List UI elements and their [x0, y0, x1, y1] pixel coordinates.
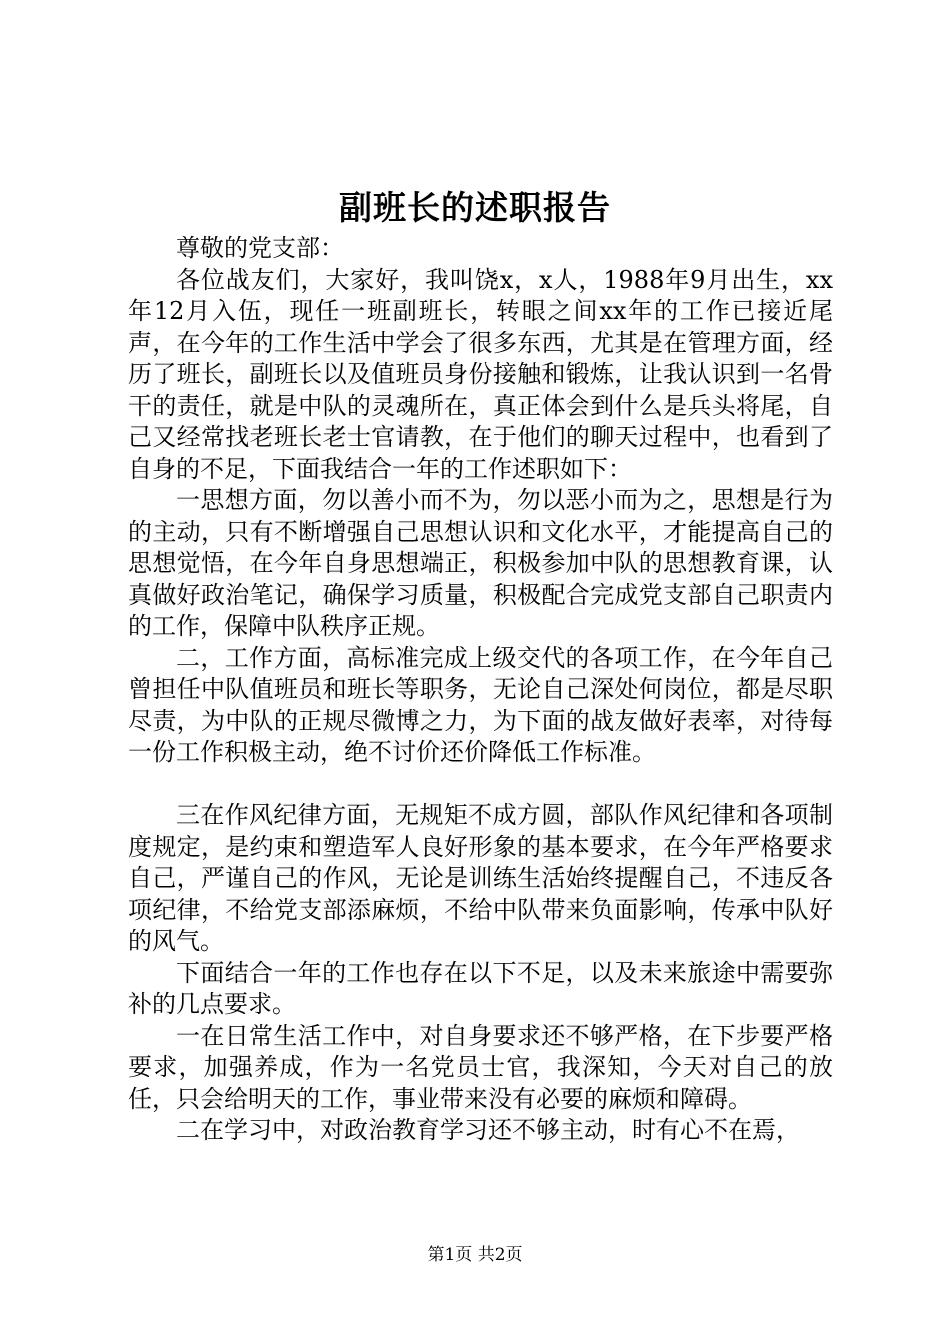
page-number-footer: 第1页 共2页	[427, 1245, 523, 1265]
paragraph-thought: 一思想方面，勿以善小而不为，勿以恶小而为之，思想是行为的主动，只有不断增强自己思想认识和文化水平，才能提高自己的思想觉悟，在今年自身思想端正，积极参加中队的思想教育课，认真做好政治笔记，确保学习质量，积极配合完成党支部自己职责内的工作，保障中队秩序正规。	[128, 486, 833, 640]
paragraph-discipline: 三在作风纪律方面，无规矩不成方圆，部队作风纪律和各项制度规定，是约束和塑造军人良好形象的基本要求，在今年严格要求自己，严谨自己的作风，无论是训练生活始终提醒自己，不违反各项纪律，不给党支部添麻烦，不给中队带来负面影响，传承中队好的风气。	[128, 801, 833, 955]
salutation: 尊敬的党支部：	[176, 234, 344, 262]
document-body	[128, 233, 833, 1147]
paragraph-work: 二，工作方面，高标准完成上级交代的各项工作，在今年自己曾担任中队值班员和班长等职务，无论自己深处何岗位，都是尽职尽责，为中队的正规尽微博之力，为下面的战友做好表率，对待每一份工作积极主动，绝不讨价还价降低工作标准。	[128, 643, 833, 766]
paragraph-intro: 各位战友们，大家好，我叫饶x，x人，1988年9月出生，xx年12月入伍，现任一班副班长，转眼之间xx年的工作已接近尾声，在今年的工作生活中学会了很多东西，尤其是在管理方面，经历了班长，副班长以及值班员身份接触和锻炼，让我认识到一名骨干的责任，就是中队的灵魂所在，真正体会到什么是兵头将尾，自己又经常找老班长老士官请教，在于他们的聊天过程中，也看到了自身的不足，下面我结合一年的工作述职如下：	[128, 265, 833, 483]
paragraph-shortcoming-one: 一在日常生活工作中，对自身要求还不够严格，在下步要严格要求，加强养成，作为一名党员士官，我深知，今天对自己的放任，只会给明天的工作，事业带来没有必要的麻烦和障碍。	[128, 1021, 833, 1113]
paragraph-shortcoming-two: 二在学习中，对政治教育学习还不够主动，时有心不在焉，	[176, 1116, 800, 1144]
paragraph-shortcomings-intro: 下面结合一年的工作也存在以下不足，以及未来旅途中需要弥补的几点要求。	[128, 958, 833, 1018]
document-title: 副班长的述职报告	[339, 188, 611, 227]
